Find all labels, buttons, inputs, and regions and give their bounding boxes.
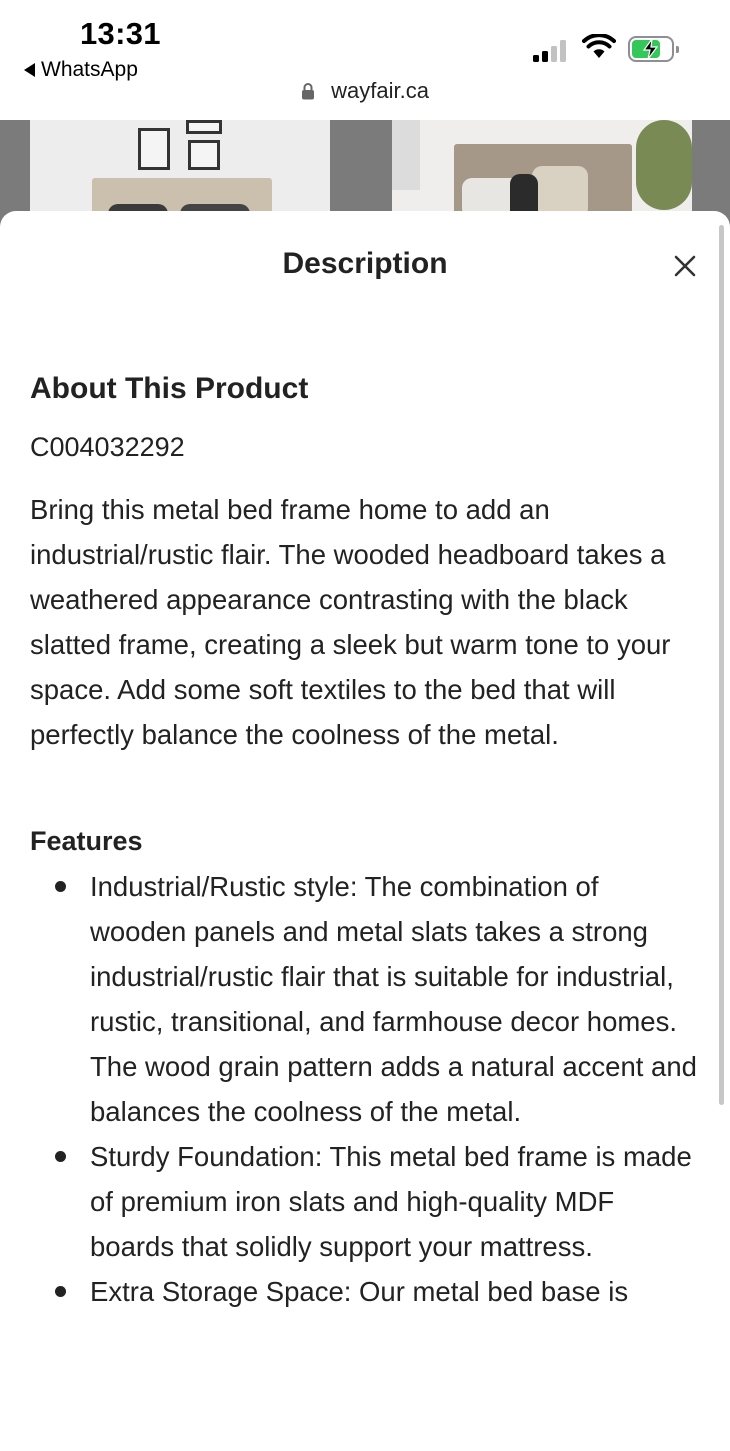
url-text: wayfair.ca	[331, 78, 429, 103]
features-list	[30, 864, 700, 1314]
signal-icon	[533, 38, 571, 62]
lock-icon	[301, 82, 315, 100]
features-heading: Features	[30, 826, 143, 856]
back-arrow-icon	[24, 63, 35, 77]
bullet-icon	[55, 881, 66, 892]
bullet-icon	[55, 1286, 66, 1297]
bullet-icon	[55, 1151, 66, 1162]
url-bar[interactable]	[0, 78, 730, 104]
scrollbar[interactable]	[719, 225, 724, 1105]
about-heading: About This Product	[30, 372, 309, 405]
feature-text: Sturdy Foundation: This metal bed frame is made of premium iron slats and high-quality MDF boards that solidly support your mattress.	[90, 1141, 692, 1262]
product-sku: C004032292	[30, 432, 185, 462]
feature-text: Industrial/Rustic style: The combination of wooden panels and metal slats takes a strong industrial/rustic flair that is suitable for industrial, rustic, transitional, and farmhouse decor homes. The wood grain pattern adds a natural accent and balances the coolness of the metal.	[90, 871, 697, 1127]
feature-item	[30, 1134, 700, 1269]
charging-bolt-icon	[642, 38, 660, 60]
feature-item	[30, 864, 700, 1134]
product-description: Bring this metal bed frame home to add an industrial/rustic flair. The wooded headboard takes a weathered appearance contrasting with the black slatted frame, creating a sleek but warm tone to your space. Add some soft textiles to the bed that will perfectly balance the coolness of the metal.	[30, 494, 671, 750]
modal-title: Description	[282, 247, 448, 280]
back-app-label: WhatsApp	[41, 58, 138, 81]
close-icon	[674, 255, 696, 277]
battery-charging-icon	[628, 36, 674, 62]
feature-item	[30, 1269, 700, 1314]
description-content	[30, 369, 700, 1314]
close-button[interactable]	[668, 249, 702, 283]
wifi-icon	[582, 34, 616, 60]
status-bar	[0, 0, 730, 120]
feature-text: Extra Storage Space: Our metal bed base is	[90, 1276, 629, 1307]
description-modal	[0, 211, 730, 1451]
status-time: 13:31	[80, 16, 161, 51]
